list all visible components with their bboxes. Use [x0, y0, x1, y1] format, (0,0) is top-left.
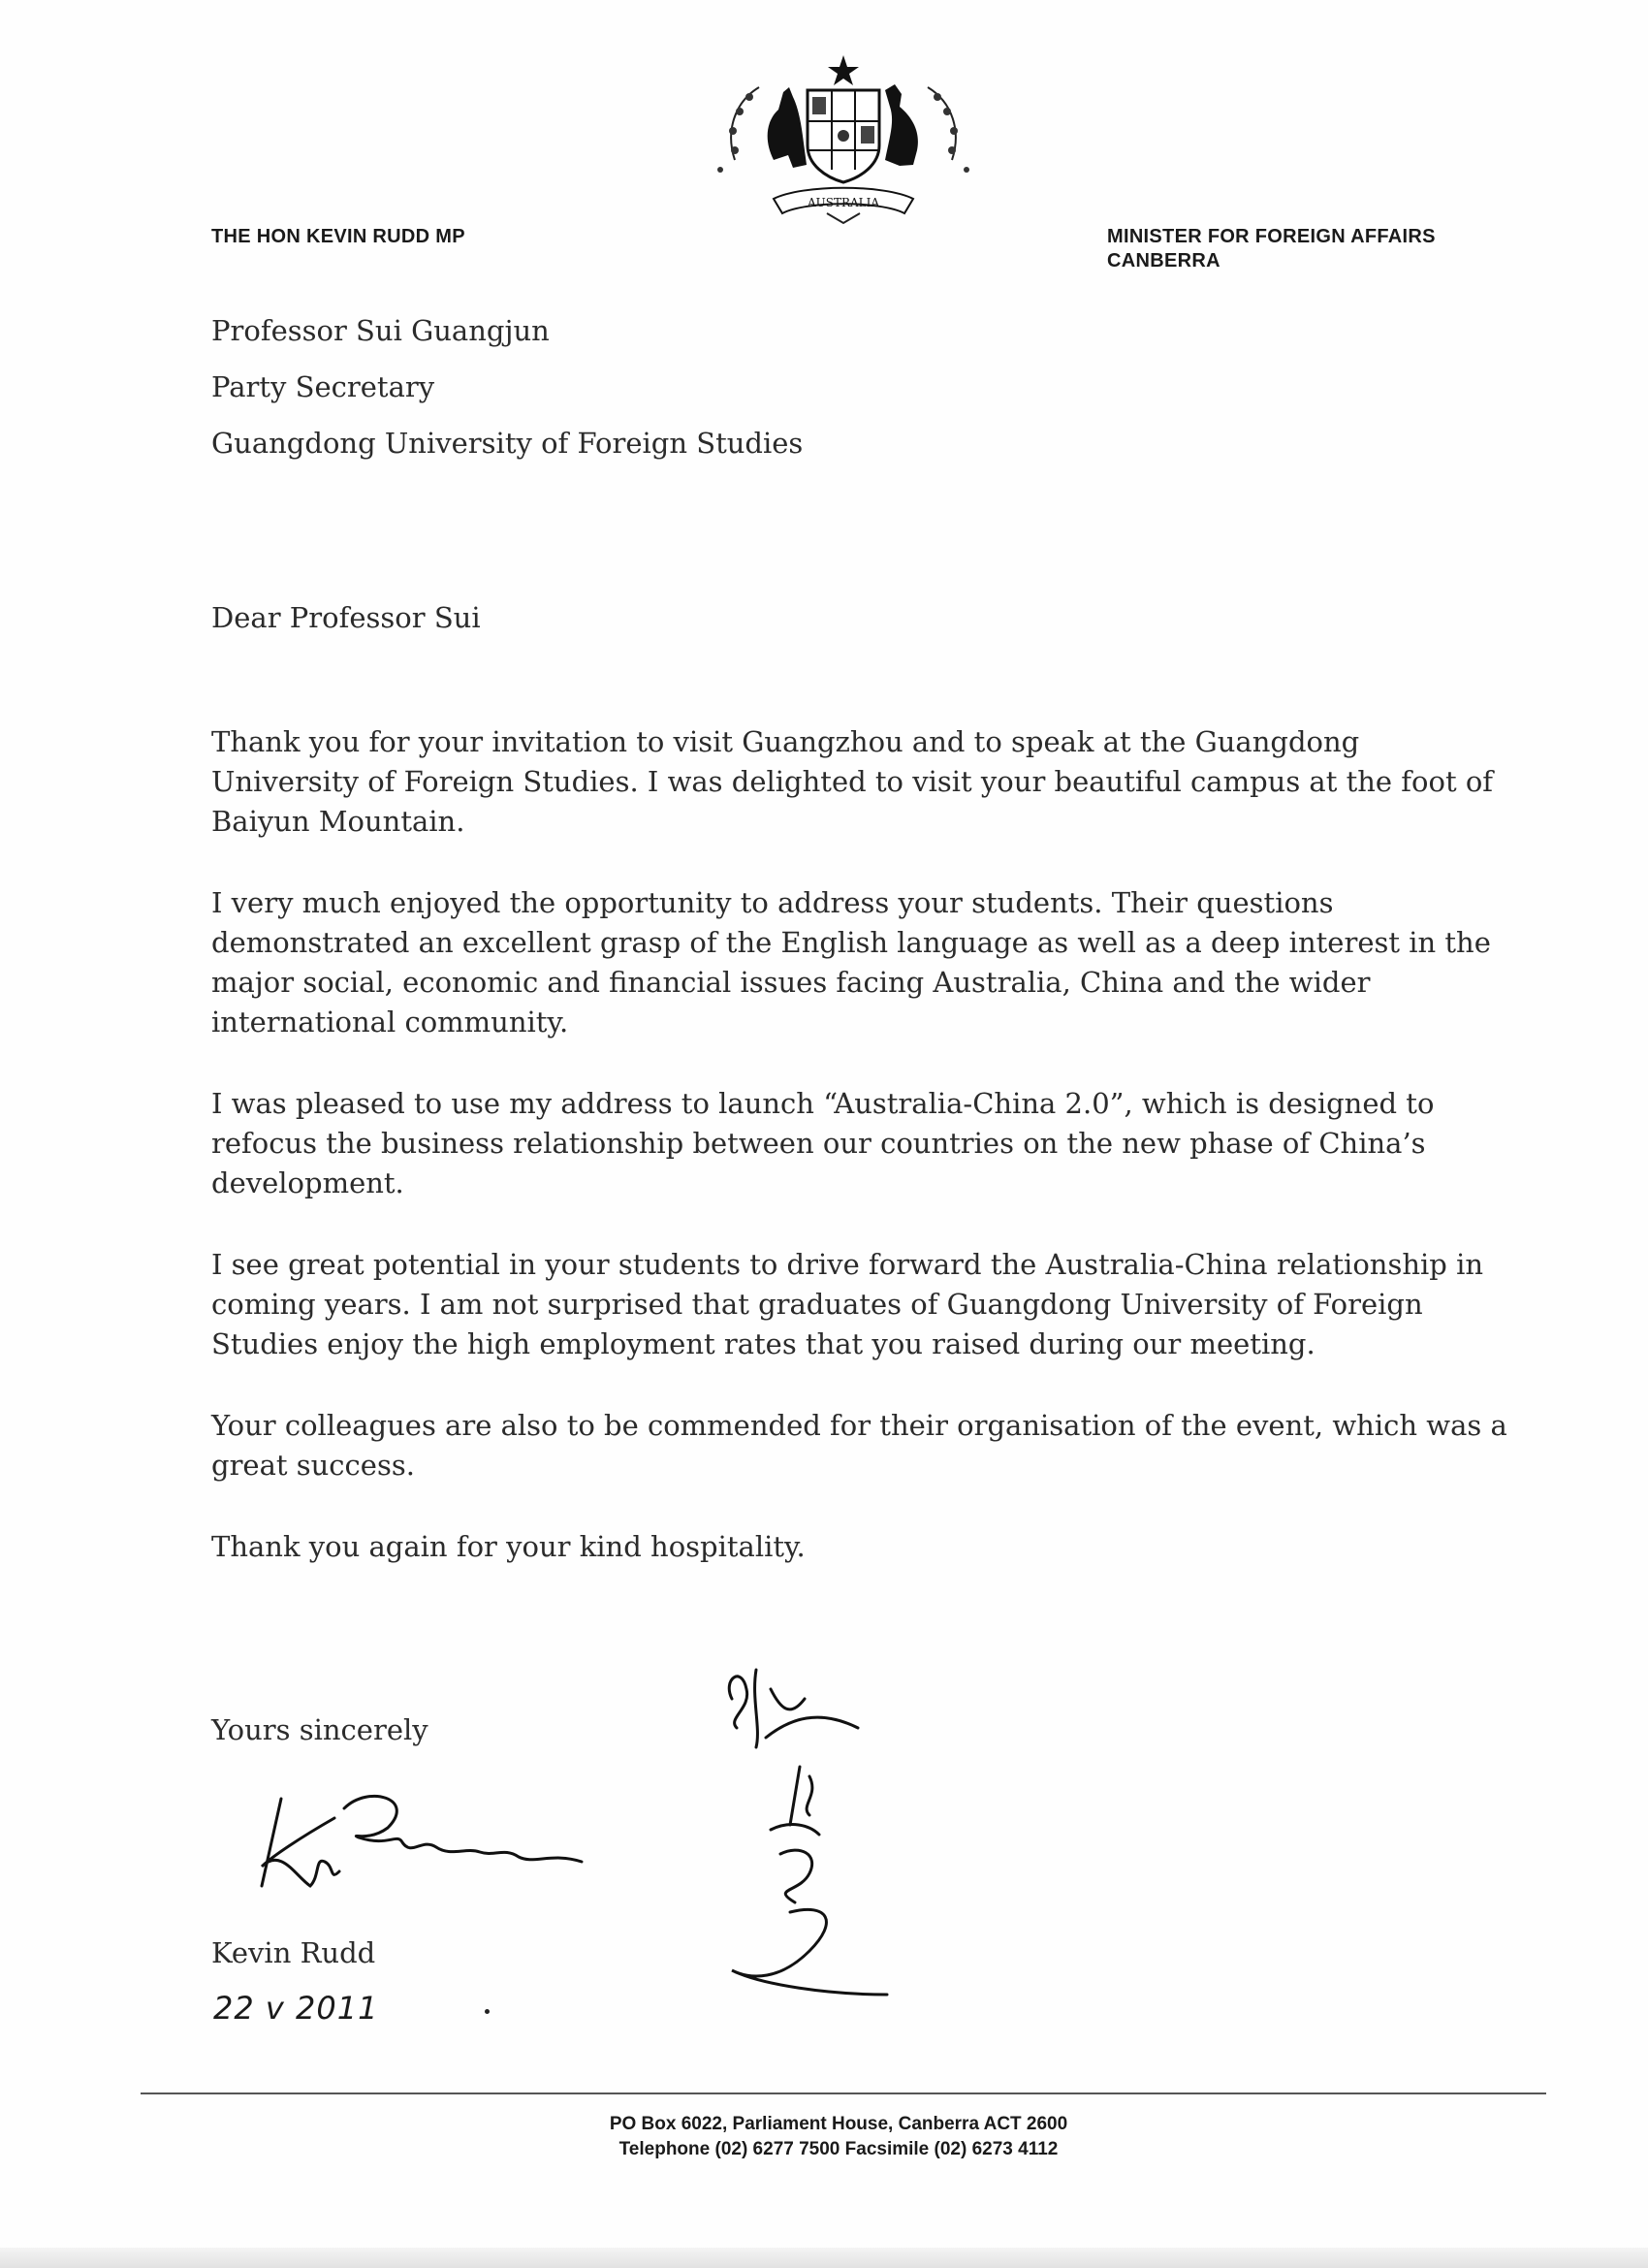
ministry-header	[1107, 225, 1436, 273]
crest-scroll-text: AUSTRALIA	[807, 196, 880, 209]
body-paragraph: Your colleagues are also to be commended for their organisation of the event, which was a great success.	[211, 1409, 1507, 1482]
chinese-signature	[713, 1660, 897, 2028]
body-paragraph: Thank you for your invitation to visit Guangzhou and to speak at the Guangdong University of Foreign Studies. I was delighted to visit your beautiful campus at the foot of Baiyun Mountain.	[211, 725, 1494, 838]
signature-kevin-rudd	[242, 1779, 630, 1915]
recipient-title: Party Secretary	[211, 370, 435, 403]
scan-bottom-edge	[0, 2248, 1648, 2268]
recipient-organisation: Guangdong University of Foreign Studies	[211, 427, 804, 460]
footer-contact-numbers: Telephone (02) 6277 7500 Facsimile (02) 6273 4112	[618, 2139, 1059, 2159]
recipient-address	[211, 312, 803, 481]
footer-divider	[141, 2092, 1546, 2094]
body-paragraph: I see great potential in your students to drive forward the Australia-China relationship in coming years. I am not surprised that graduates of Guangdong University of Foreign Studies enjoy the high employment rates that you raised during our meeting.	[211, 1248, 1484, 1360]
salutation: Dear Professor Sui	[211, 601, 481, 634]
handwritten-date: 22 v 2011	[213, 1990, 379, 2027]
body-paragraph: I very much enjoyed the opportunity to address your students. Their questions demonstrated an excellent grasp of the English language as well as a deep interest in the major social, economic and financial issues facing Australia, China and the wider international community.	[211, 886, 1491, 1038]
ministry-city: CANBERRA	[1107, 250, 1220, 272]
footer-address	[0, 2112, 1648, 2162]
ministry-title: MINISTER FOR FOREIGN AFFAIRS	[1107, 226, 1436, 247]
letter-body	[211, 722, 1510, 1609]
body-paragraph: I was pleased to use my address to launch “Australia-China 2.0”, which is designed to refocus the business relationship between our countries on the new phase of China’s development.	[211, 1087, 1435, 1199]
recipient-name: Professor Sui Guangjun	[211, 314, 550, 347]
signatory-name: Kevin Rudd	[211, 1936, 376, 1969]
footer-postal-address: PO Box 6022, Parliament House, Canberra ACT 2600	[609, 2114, 1068, 2134]
ink-dot	[485, 2009, 490, 2014]
coat-of-arms-emblem	[706, 53, 981, 247]
minister-name-header: THE HON KEVIN RUDD MP	[211, 226, 465, 247]
closing: Yours sincerely	[211, 1713, 428, 1746]
body-paragraph: Thank you again for your kind hospitality.	[211, 1530, 806, 1563]
